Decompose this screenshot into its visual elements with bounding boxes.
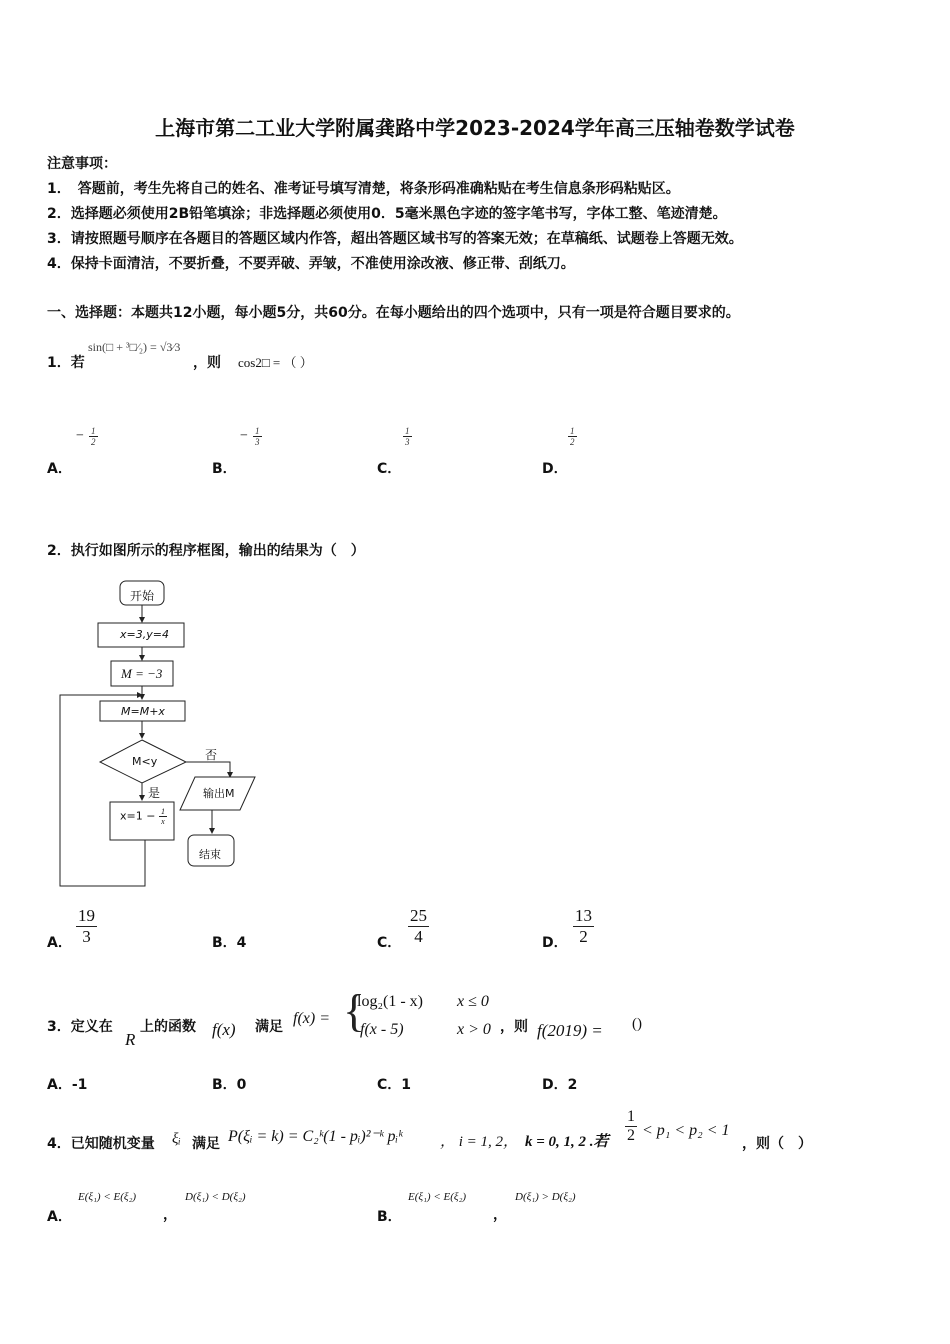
q3-text-2: 上的函数 [140,1019,196,1035]
q4-cond-i: ， i = 1, 2， [440,1134,519,1150]
q2-option-c[interactable]: C． [377,935,402,951]
q1-prefix: 1．若 [47,355,85,371]
q4-prefix: 4．已知随机变量 [47,1136,155,1152]
q3-text-4: ，则 [500,1019,528,1035]
q4-option-b-e: E(ξ₁) < E(ξ₂) [408,1191,467,1203]
q3-domain: R [125,1030,136,1049]
flowchart-output-label: 输出M [203,787,235,800]
q4-option-a[interactable]: A． [47,1209,72,1225]
q4-option-a-d: D(ξ₁) < D(ξ₂) [185,1191,246,1203]
q4-formula: P(ξᵢ = k) = C₂ᵏ(1 - pᵢ)²⁻ᵏ pᵢᵏ [228,1128,403,1145]
flowchart-init-label: x=3,y=4 [120,628,169,641]
notice-item-4: 4．保持卡面清洁，不要折叠，不要弄破、弄皱，不准使用涂改液、修正带、刮纸刀。 [47,256,575,272]
q1-suffix: ，则 [193,355,221,371]
q1-option-b-value: − $\frac{1}{3}$ [240,426,260,447]
q4-option-a-e: E(ξ₁) < E(ξ₂) [78,1191,137,1203]
q3-option-d[interactable]: D．2 [542,1077,578,1093]
q3-brace: { [343,985,366,1036]
q4-option-a-sep: ， [163,1207,177,1223]
q3-cond-1: x ≤ 0 [457,993,489,1010]
q4-option-b[interactable]: B． [377,1209,402,1225]
q3-case-1: log₂(1 - x) [357,993,424,1010]
q1-option-d[interactable]: D． [542,461,568,477]
q1-option-a[interactable]: A． [47,461,72,477]
q3-fx: f(x) [212,1020,236,1039]
flowchart-cond-label: M<y [132,755,158,768]
q1-option-c-value: $\frac{1}{3}$ [405,426,410,447]
q4-option-b-d: D(ξ₁) > D(ξ₂) [515,1191,576,1203]
q1-option-b[interactable]: B． [212,461,237,477]
notice-item-3: 3．请按照题号顺序在各题目的答题区域内作答，超出答题区域书写的答案无效；在草稿纸、试题卷上答题无效。 [47,231,743,247]
q4-text-3: ，则（ ） [742,1136,812,1152]
flowchart-update-label: M=M+x [121,705,165,718]
flowchart-start-label: 开始 [130,589,155,603]
q3-ask: f(2019) = [537,1021,603,1040]
q4-option-b-sep: ， [493,1207,507,1223]
flowchart-yes-label: 是 [148,786,161,800]
flowchart-m-init-label: M = −3 [121,666,163,681]
q4-half: $\frac{1}{2}$ [627,1108,635,1144]
q3-text-3: 满足 [255,1019,283,1035]
q3-cond-2: x > 0 [457,1021,491,1038]
flowchart-x-update-label: x=1 − $\frac{1}{x}$ [120,807,165,826]
q1-option-a-value: − $\frac{1}{2}$ [76,426,96,447]
q1-option-c[interactable]: C． [377,461,402,477]
q1-option-d-value: $\frac{1}{2}$ [570,426,575,447]
q3-lhs: f(x) = [293,1010,330,1027]
q3-option-c[interactable]: C．1 [377,1077,412,1093]
q2-text: 2．执行如图所示的程序框图，输出的结果为（ ） [47,543,365,559]
q3-option-a[interactable]: A．-1 [47,1077,88,1093]
q2-option-a[interactable]: A． [47,935,72,951]
page-title: 上海市第二工业大学附属龚路中学2023-2024学年高三压轴卷数学试卷 [155,116,795,140]
notice-item-2: 2．选择题必须使用2B铅笔填涂；非选择题必须使用0．5毫米黑色字迹的签字笔书写，字体工整、笔迹清楚。 [47,206,727,222]
q3-option-b[interactable]: B．0 [212,1077,247,1093]
q4-xi: ξᵢ [172,1131,181,1147]
flowchart [50,575,270,895]
flowchart-end-label: 结束 [199,848,221,861]
q2-option-d[interactable]: D． [542,935,568,951]
notice-item-1: 1． 答题前，考生先将自己的姓名、准考证号填写清楚，将条形码准确粘贴在考生信息条形码粘贴区。 [47,181,680,197]
q2-option-c-value: $\frac{25}{4}$ [410,906,427,946]
q2-option-d-value: $\frac{13}{2}$ [575,906,592,946]
q2-option-a-value: $\frac{19}{3}$ [78,906,95,946]
q4-text-2: 满足 [192,1136,220,1152]
q2-option-b[interactable]: B．4 [212,935,247,951]
notice-heading: 注意事项： [47,156,117,172]
section-heading: 一、选择题：本题共12小题，每小题5分，共60分。在每小题给出的四个选项中，只有一项是符合题目要求的。 [47,305,740,321]
q4-inequality: < p₁ < p₂ < 1 [642,1122,730,1139]
q4-cond-k: k = 0, 1, 2 .若 [525,1134,609,1150]
q1-formula: sin(□ + ³□⁄₂) = √3⁄3 [88,340,181,354]
q1-formula2: cos2□ = （ ） [238,355,313,370]
flowchart-no-label: 否 [205,748,218,762]
q3-prefix: 3．定义在 [47,1019,113,1035]
q3-case-2: f(x - 5) [360,1021,404,1038]
q3-blank: () [632,1016,642,1032]
